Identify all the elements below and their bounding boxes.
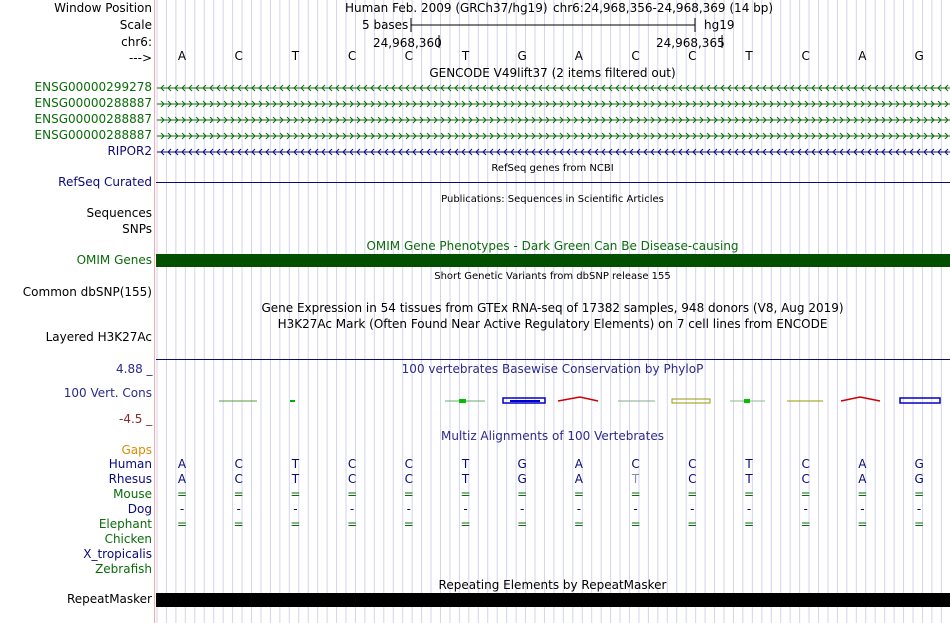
refseq-label[interactable]: RefSeq Curated [58, 175, 152, 189]
sequence-base: G [914, 49, 924, 63]
sequence-base: C [688, 49, 697, 63]
sequence-base: A [177, 49, 187, 63]
alignment-base: C [347, 457, 357, 471]
alignment-base: = [347, 487, 358, 501]
species-dog[interactable]: Dog [127, 502, 152, 516]
gene-label-1[interactable]: ENSG00000299278 [34, 80, 152, 94]
sequence-base: T [291, 49, 300, 63]
alignment-base: = [630, 487, 641, 501]
alignment-base: T [631, 472, 640, 486]
species-chicken[interactable]: Chicken [104, 532, 152, 546]
alignment-base: T [461, 472, 470, 486]
dbsnp-title[interactable]: Short Genetic Variants from dbSNP release 155 [434, 271, 671, 282]
alignment-base: - [236, 502, 241, 516]
gene-label-4[interactable]: ENSG00000288887 [34, 128, 152, 142]
alignment-base: = [743, 487, 755, 501]
alignment-base: = [517, 517, 528, 531]
h3k27ac-title[interactable]: H3K27Ac Mark (Often Found Near Active Regulatory Elements) on 7 cell lines from ENCODE [277, 317, 828, 331]
alignment-base: A [574, 472, 583, 486]
alignment-base: = [233, 517, 244, 531]
alignment-base: = [176, 487, 188, 501]
alignment-base: C [688, 457, 697, 471]
coord-1: 24,968,360 [373, 36, 442, 50]
sequence-base: C [347, 49, 357, 63]
alignment-base: - [803, 502, 808, 516]
alignment-base: - [633, 502, 638, 516]
gene-label-2[interactable]: ENSG00000288887 [34, 96, 152, 110]
alignment-base: = [176, 517, 188, 531]
alignment-base: T [461, 457, 470, 471]
assembly-title: Human Feb. 2009 (GRCh37/hg19) [345, 1, 548, 15]
alignment-base: = [857, 487, 868, 501]
alignment-base: - [690, 502, 695, 516]
gene-feature [157, 149, 950, 155]
sequence-base: C [801, 49, 810, 63]
phylop-signal [155, 393, 950, 407]
alignment-base: = [573, 487, 584, 501]
alignment-base: = [857, 517, 868, 531]
alignment-base: = [800, 517, 811, 531]
gencode-title[interactable]: GENCODE V49lift37 (2 items filtered out) [429, 66, 676, 80]
alignment-base: - [179, 502, 185, 516]
repeatmasker-label[interactable]: RepeatMasker [66, 592, 152, 606]
alignment-base: = [460, 487, 471, 501]
window-position-label: Window Position [54, 1, 152, 15]
alignment-base: = [233, 487, 244, 501]
species-zebrafish[interactable]: Zebrafish [95, 562, 152, 576]
alignment-base: = [403, 517, 414, 531]
db-label: hg19 [704, 18, 735, 32]
alignment-base: C [801, 472, 810, 486]
omim-title[interactable]: OMIM Gene Phenotypes - Dark Green Can Be Disease-causing [366, 239, 739, 253]
alignment-base: - [916, 502, 922, 516]
gene-feature [157, 133, 950, 139]
alignment-base: C [631, 457, 640, 471]
sequence-base: T [461, 49, 470, 63]
alignment-base: A [177, 457, 187, 471]
omim-bar[interactable] [156, 254, 950, 267]
alignment-base: C [801, 457, 810, 471]
strand-arrow-label: ---> [128, 51, 152, 65]
alignment-base: A [858, 457, 867, 471]
sequence-base: G [517, 49, 527, 63]
scale-text: 5 bases [362, 18, 409, 32]
snps-label[interactable]: SNPs [122, 222, 152, 236]
sequence-base: C [631, 49, 640, 63]
position-text: chr6:24,968,356-24,968,369 (14 bp) [553, 1, 774, 15]
alignment-base: C [688, 472, 697, 486]
h3k27ac-baseline [156, 359, 950, 360]
alignment-base: = [687, 487, 698, 501]
species-mouse[interactable]: Mouse [113, 487, 152, 501]
h3k27ac-label[interactable]: Layered H3K27Ac [45, 330, 152, 344]
alignment-base: C [404, 472, 413, 486]
alignment-base: = [743, 517, 755, 531]
alignment-base: G [517, 457, 527, 471]
gtex-title[interactable]: Gene Expression in 54 tissues from GTEx RNA-seq of 17382 samples, 948 donors (V8, Aug 2019) [261, 301, 844, 315]
gene-feature [157, 117, 950, 123]
gaps-label[interactable]: Gaps [121, 443, 152, 457]
alignment-base: - [463, 502, 468, 516]
alignment-base: T [745, 457, 753, 471]
alignment-base: A [574, 457, 583, 471]
alignment-base: - [520, 502, 525, 516]
species-human[interactable]: Human [108, 457, 152, 471]
alignment-base: G [517, 472, 527, 486]
gene-feature [157, 101, 950, 107]
phylop-min: -4.5 _ [119, 412, 153, 426]
repeatmasker-bar[interactable] [156, 593, 950, 607]
alignment-base: = [687, 517, 698, 531]
chr-label: chr6: [121, 35, 152, 49]
alignment-base: = [573, 517, 584, 531]
omim-label[interactable]: OMIM Genes [76, 253, 152, 267]
species-elephant[interactable]: Elephant [98, 517, 152, 531]
alignment-base: T [291, 457, 300, 471]
alignment-base: = [517, 487, 528, 501]
scale-label: Scale [119, 18, 152, 32]
alignment-base: A [858, 472, 867, 486]
sequences-label[interactable]: Sequences [86, 206, 152, 220]
repeatmasker-title[interactable]: Repeating Elements by RepeatMasker [438, 578, 667, 592]
alignment-base: = [914, 517, 925, 531]
alignment-base: - [746, 502, 752, 516]
sequence-base: A [858, 49, 867, 63]
alignment-base: C [347, 472, 357, 486]
alignment-base: = [290, 487, 301, 501]
gene-feature [157, 85, 950, 91]
alignment-base: = [630, 517, 641, 531]
gencode-gene-features[interactable] [155, 80, 950, 160]
scale-bar [408, 16, 698, 50]
alignment-base: = [403, 487, 414, 501]
alignment-base: = [914, 487, 925, 501]
refseq-title[interactable]: RefSeq genes from NCBI [491, 163, 614, 174]
alignment-base: G [914, 472, 924, 486]
alignment-base: = [290, 517, 301, 531]
gene-label-3[interactable]: ENSG00000288887 [34, 112, 152, 126]
alignment-base: - [406, 502, 411, 516]
alignment-base: T [745, 472, 753, 486]
sequence-base: C [404, 49, 413, 63]
alignment-base: = [800, 487, 811, 501]
gene-label-ripor2[interactable]: RIPOR2 [107, 144, 152, 158]
alignment-base: C [234, 457, 243, 471]
coord-2: 24,968,365 [656, 36, 725, 50]
alignment-base: G [914, 457, 924, 471]
phylop-max: 4.88 _ [116, 362, 153, 376]
alignment-base: - [349, 502, 355, 516]
dbsnp-label[interactable]: Common dbSNP(155) [22, 285, 152, 299]
alignment-base: - [293, 502, 298, 516]
alignment-base: - [576, 502, 582, 516]
alignment-base: - [860, 502, 865, 516]
species-rhesus[interactable]: Rhesus [108, 472, 152, 486]
alignment-base: T [291, 472, 300, 486]
refseq-line[interactable] [156, 182, 950, 183]
alignment-base: C [234, 472, 243, 486]
phylop-label[interactable]: 100 Vert. Cons [63, 386, 152, 400]
species-x-tropicalis[interactable]: X_tropicalis [83, 547, 152, 561]
multiz-title[interactable]: Multiz Alignments of 100 Vertebrates [440, 429, 665, 443]
sequence-base: T [745, 49, 753, 63]
sequence-base: A [574, 49, 583, 63]
alignment-base: = [460, 517, 471, 531]
publications-title[interactable]: Publications: Sequences in Scientific Articles [441, 194, 664, 205]
phylop-title[interactable]: 100 vertebrates Basewise Conservation by PhyloP [401, 362, 704, 376]
alignment-base: A [177, 472, 187, 486]
alignment-base: = [347, 517, 358, 531]
sequence-base: C [234, 49, 243, 63]
alignment-base: C [404, 457, 413, 471]
